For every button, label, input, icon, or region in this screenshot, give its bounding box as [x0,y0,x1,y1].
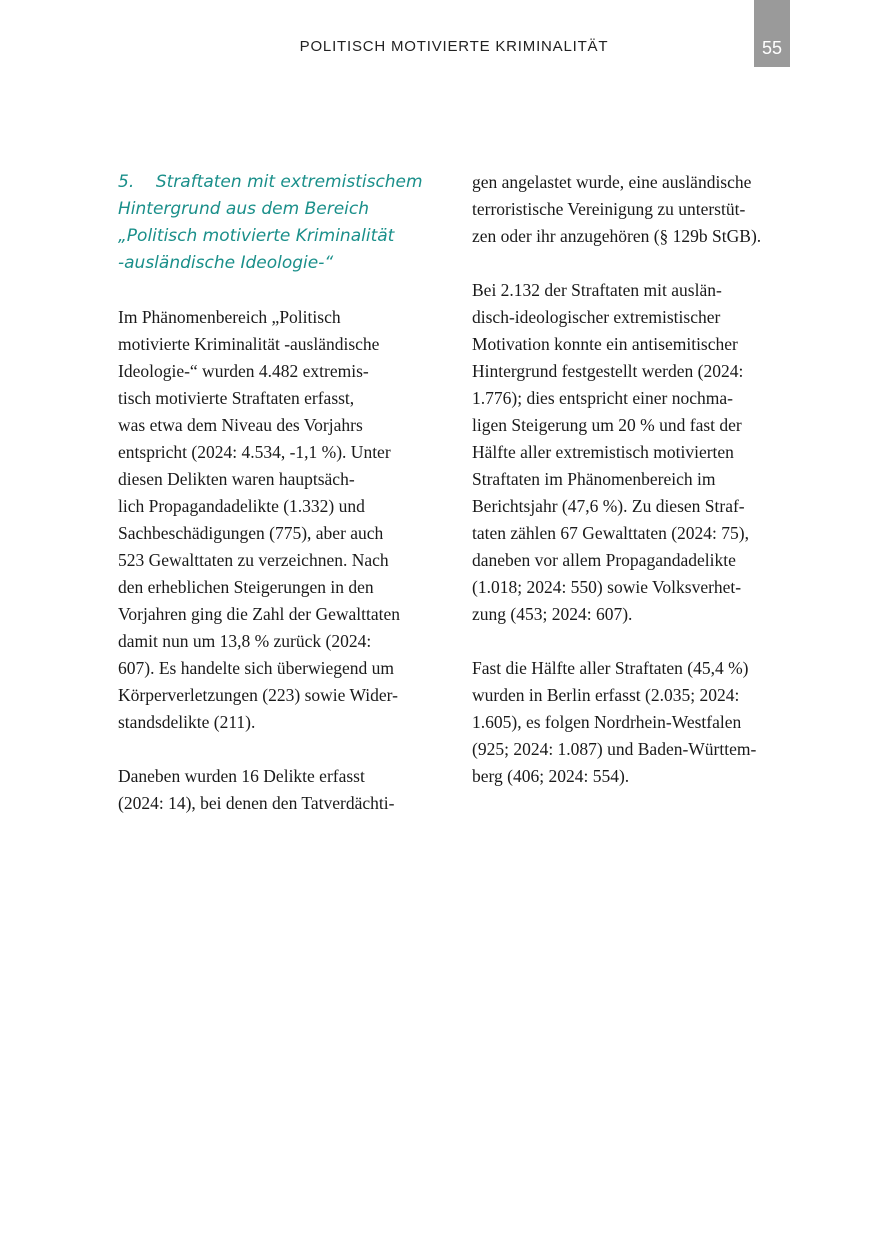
text-line: Vorjahren ging die Zahl der Gewalttaten [118,604,401,624]
text-line: daneben vor allem Propagandadelikte [472,550,736,570]
text-line: Motivation konnte ein antisemitischer [472,334,738,354]
text-line: was etwa dem Niveau des Vorjahrs [118,415,363,435]
text-line: Ideologie-“ wurden 4.482 extremis- [118,361,369,381]
text-line: wurden in Berlin erfasst (2.035; 2024: [472,685,740,705]
heading-line: „Politisch motivierte Kriminalität [118,226,395,246]
text-line: standsdelikte (211). [118,712,256,732]
text-line: (2024: 14), bei denen den Tatverdächti- [118,793,395,813]
text-line: tisch motivierte Straftaten erfasst, [118,388,355,408]
text-line: Im Phänomenbereich „Politisch [118,307,341,327]
left-paragraph-1 [118,304,448,736]
text-line: Daneben wurden 16 Delikte erfasst [118,766,365,786]
left-paragraph-2 [118,763,448,817]
text-line: Körperverletzungen (223) sowie Wider- [118,685,398,705]
text-line: Straftaten im Phänomenbereich im [472,469,716,489]
text-line: disch-ideologischer extremistischer [472,307,721,327]
running-title: POLITISCH MOTIVIERTE KRIMINALITÄT [299,38,609,55]
section-heading [118,169,448,277]
left-column [118,169,448,817]
text-line: den erheblichen Steigerungen in den [118,577,374,597]
heading-line: -ausländische Ideologie-“ [118,253,334,273]
page-number-tab [754,0,790,67]
right-paragraph-2 [472,277,802,628]
text-line: Fast die Hälfte aller Straftaten (45,4 %) [472,658,749,678]
text-line: entspricht (2024: 4.534, -1,1 %). Unter [118,442,391,462]
text-line: 1.605), es folgen Nordrhein-Westfalen [472,712,742,732]
text-line: 1.776); dies entspricht einer nochma- [472,388,733,408]
right-paragraph-1 [472,169,802,250]
text-line: damit nun um 13,8 % zurück (2024: [118,631,372,651]
text-line: Hintergrund festgestellt werden (2024: [472,361,744,381]
text-line: ligen Steigerung um 20 % und fast der [472,415,742,435]
text-line: (1.018; 2024: 550) sowie Volksverhet- [472,577,742,597]
text-line: gen angelastet wurde, eine ausländische [472,172,752,192]
text-line: taten zählen 67 Gewalttaten (2024: 75), [472,523,749,543]
text-line: 523 Gewalttaten zu verzeichnen. Nach [118,550,389,570]
right-column [472,169,802,790]
text-line: Sachbeschädigungen (775), aber auch [118,523,384,543]
text-line: zung (453; 2024: 607). [472,604,633,624]
text-line: diesen Delikten waren hauptsäch- [118,469,355,489]
text-line: Bei 2.132 der Straftaten mit auslän- [472,280,722,300]
text-line: motivierte Kriminalität -ausländische [118,334,380,354]
text-line: lich Propagandadelikte (1.332) und [118,496,365,516]
right-paragraph-3 [472,655,802,790]
text-line: 607). Es handelte sich überwiegend um [118,658,395,678]
heading-line: 5. Straftaten mit extremistischem [118,172,423,192]
text-line: zen oder ihr anzugehören (§ 129b StGB). [472,226,762,246]
text-line: berg (406; 2024: 554). [472,766,630,786]
page-number: 55 [761,38,783,58]
text-line: terroristische Vereinigung zu unterstüt- [472,199,746,219]
text-line: Berichtsjahr (47,6 %). Zu diesen Straf- [472,496,745,516]
text-line: Hälfte aller extremistisch motivierten [472,442,734,462]
text-line: (925; 2024: 1.087) und Baden-Württem- [472,739,757,759]
heading-line: Hintergrund aus dem Bereich [118,199,369,219]
